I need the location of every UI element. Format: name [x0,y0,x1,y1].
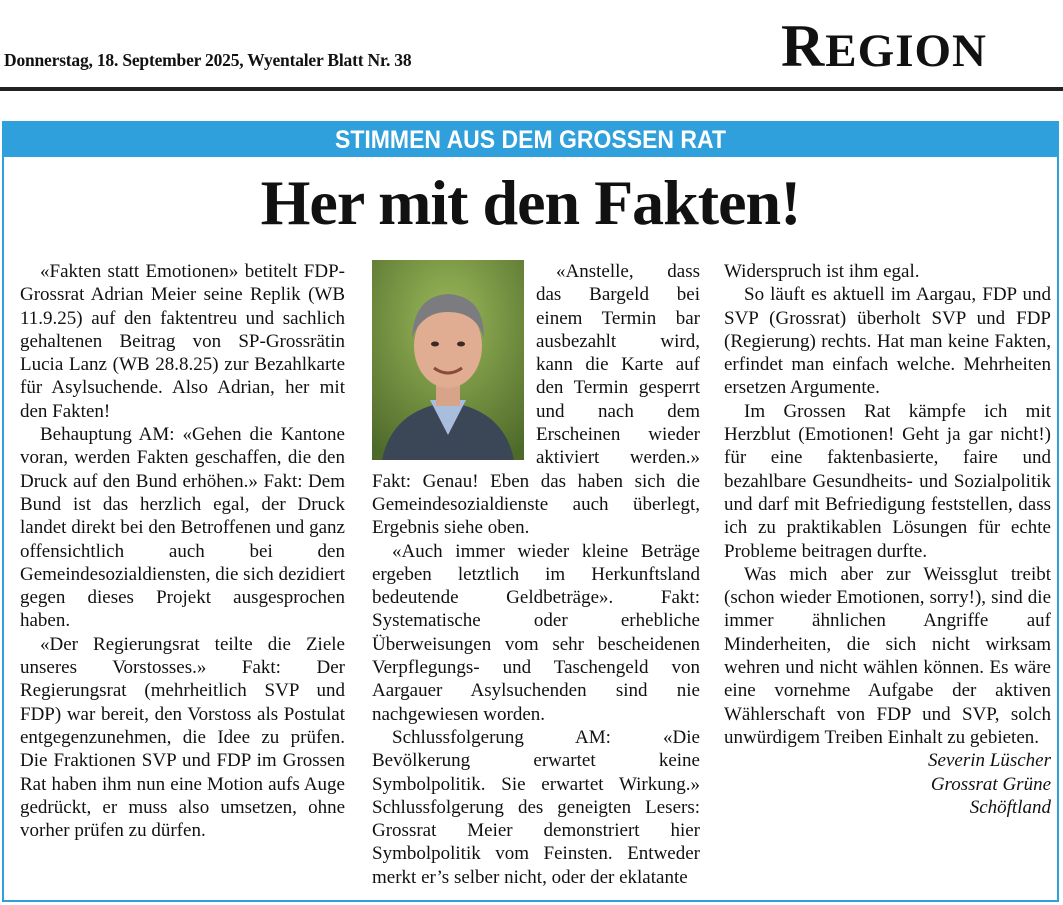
paragraph: «Anstelle, dass das Bargeld bei einem Termin bar ausbezahlt wird, kann die Karte auf den Termin gesperrt und nach dem Erscheinen wieder aktiviert werden.» Fakt: Genau! Eben das haben sich die Gemeindesozialdienste auch überlegt, Ergebnis siehe oben. [372,261,700,539]
signature-place: Schöftland [969,796,1051,818]
header-rule [0,87,1063,91]
column-2 [372,260,700,889]
signature-role: Grossrat Grüne [930,773,1051,795]
kicker-bar [4,123,1057,157]
paragraph: «Auch immer wieder kleine Beträge ergeben letztlich im Herkunftsland bedeutende Geldbeträge». Fakt: Systematische oder erhebliche Überweisungen vom sehr bescheidenen Verpflegungs- und Taschengeld von Aargauer Asylsuchenden sind nie nachgewiesen worden. [372,540,700,725]
author-portrait-icon [372,260,524,460]
section-title-initial: R [780,13,826,79]
headline: Her mit den Fakten! [260,167,801,238]
kicker: STIMMEN AUS DEM GROSSEN RAT [46,123,1015,157]
paragraph: Was mich aber zur Weissglut treibt (schon wieder Emotionen, sorry!), sind die immer ähnlichen Angriffe auf Minderheiten, die sich nicht wirksam wehren und nicht wählen können. Es wäre eine vornehme Aufgabe der aktiven Wählerschaft von FDP und SVP, solch unwürdigem Treiben Einhalt zu gebieten. [724,563,1051,748]
paragraph: Im Grossen Rat kämpfe ich mit Herzblut (Emotionen! Geht ja gar nicht!) für eine faktenbasierte, faire und bezahlbare Gesundheits- und Sozialpolitik und darf mit Befriedigung feststellen, dass ich zu praktikablen Lösungen für echte Probleme beitragen durfte. [724,400,1051,562]
column-1 [20,260,345,842]
paragraph: Behauptung AM: «Gehen die Kantone voran, werden Fakten geschaffen, die den Druck auf den Bund erhöhen.» Fakt: Dem Bund ist das herzlich egal, der Druck landet direkt bei den Betroffenen und ganz offensichtlich auch bei den Gemeindesozialdiensten, die sich dezidiert gegen dieses Projekt ausgesprochen haben. [20,424,345,632]
article-box [2,121,1059,902]
paragraph: Schlussfolgerung AM: «Die Bevölkerung erwartet keine Symbolpolitik. Sie erwartet Wirkung.» Schlussfolgerung des geneigten Lesers: Grossrat Meier demonstriert hier Symbolpolitik vom Feinsten. Entweder merkt er’s selber nicht, oder der eklatante [372,726,700,888]
section-title-rest: EGION [825,25,987,77]
paragraph: «Fakten statt Emotionen» betitelt FDP-Grossrat Adrian Meier seine Replik (WB 11.9.25) auf den faktentreu und sachlich gehaltenen Beitrag von SP-Grossrätin Lucia Lanz (WB 28.8.25) zur Bezahlkarte für Asylsuchende. Also Adrian, her mit den Fakten! [20,261,345,422]
signature-name: Severin Lüscher [928,750,1051,772]
column-3 [724,260,1051,819]
dateline: Donnerstag, 18. September 2025, Wyentaler Blatt Nr. 38 [4,50,412,70]
section-title [781,6,987,91]
paragraph: So läuft es aktuell im Aargau, FDP und SVP (Grossrat) überholt SVP und FDP (Regierung) rechts. Hat man keine Fakten, erfindet man einfach welche. Mehrheiten ersetzen Argumente. [724,284,1051,399]
paragraph: Widerspruch ist ihm egal. [724,261,920,282]
paragraph: «Der Regierungsrat teilte die Ziele unseres Vorstosses.» Fakt: Der Regierungsrat (mehrheitlich SVP und FDP) war bereit, den Vorstoss als Postulat entgegenzunehmen, die Idee zu prüfen. Die Fraktionen SVP und FDP im Grossen Rat haben ihm nun eine Motion aufs Auge gedrückt, er muss also umsetzen, ohne vorher prüfen zu dürfen. [20,633,345,842]
